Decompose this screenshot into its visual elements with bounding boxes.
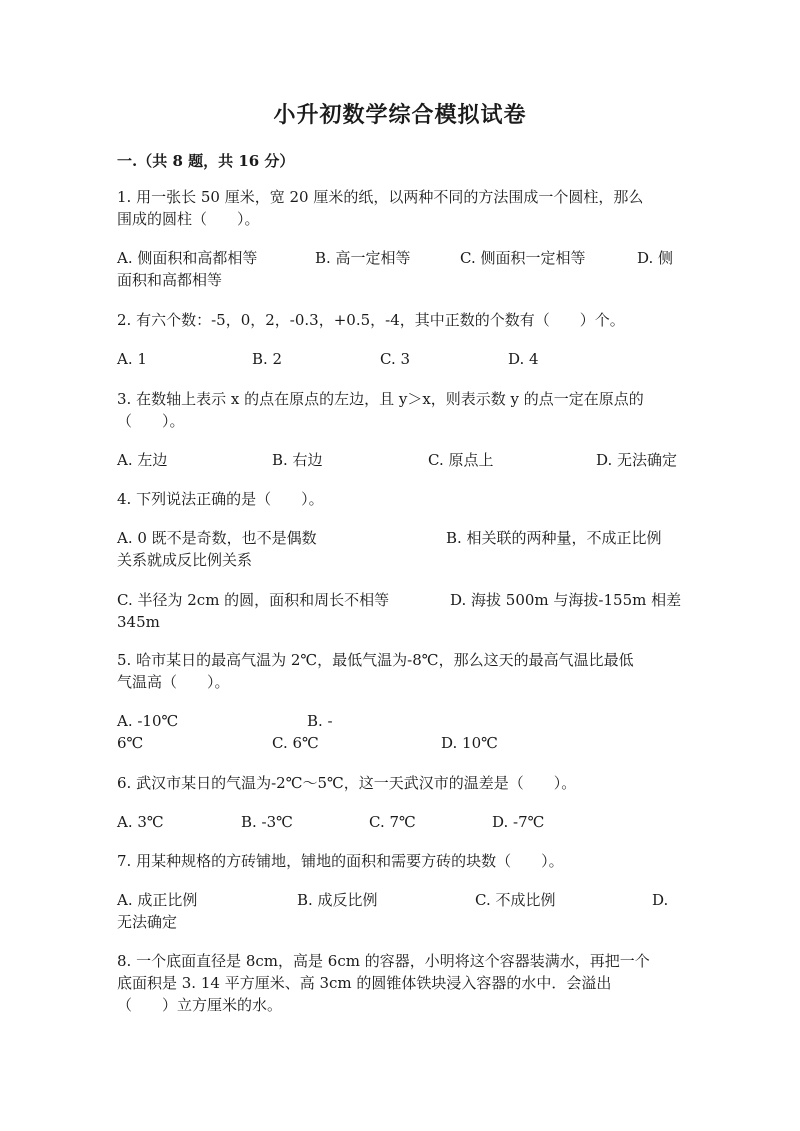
question-8 bbox=[117, 950, 677, 1016]
question-2: 2. 有六个数：-5，0，2，-0.3，+0.5，-4，其中正数的个数有（ ）个。 bbox=[117, 311, 625, 329]
question-7-option-a: A. 成正比例 bbox=[117, 891, 198, 909]
question-3-option-b: B. 右边 bbox=[272, 451, 323, 469]
question-3-option-c: C. 原点上 bbox=[428, 451, 494, 469]
question-5-option-c: C. 6℃ bbox=[272, 734, 319, 752]
question-1-option-c: C. 侧面积一定相等 bbox=[460, 249, 586, 267]
question-7-option-c: C. 不成比例 bbox=[475, 891, 556, 909]
question-4-option-a: A. 0 既不是奇数，也不是偶数 bbox=[117, 529, 317, 547]
question-2-option-a: A. 1 bbox=[117, 350, 147, 368]
question-5-option-b-continued: 6℃ bbox=[117, 734, 144, 752]
question-1-option-b: B. 高一定相等 bbox=[315, 249, 411, 267]
question-1-line-2: 围成的圆柱（ ）。 bbox=[117, 210, 260, 228]
question-5-option-a: A. -10℃ bbox=[117, 712, 179, 730]
question-4-option-c: C. 半径为 2cm 的圆，面积和周长不相等 bbox=[117, 591, 390, 609]
question-3 bbox=[117, 388, 677, 432]
question-4-option-d: D. 海拔 500m 与海拔-155m 相差 bbox=[450, 591, 682, 609]
section-heading: 一.（共 8 题，共 16 分） bbox=[117, 152, 295, 170]
question-5-line-2: 气温高（ ）。 bbox=[117, 673, 230, 691]
question-2-option-b: B. 2 bbox=[252, 350, 283, 368]
question-7-option-d: D. bbox=[652, 891, 669, 909]
question-7: 7. 用某种规格的方砖铺地，铺地的面积和需要方砖的块数（ ）。 bbox=[117, 852, 564, 870]
question-1-option-d-continued: 面积和高都相等 bbox=[117, 271, 223, 289]
question-6-option-b: B. -3℃ bbox=[241, 813, 293, 831]
question-8-line-3: （ ）立方厘米的水。 bbox=[117, 996, 283, 1014]
question-6-option-c: C. 7℃ bbox=[369, 813, 416, 831]
question-5-option-d: D. 10℃ bbox=[441, 734, 498, 752]
question-3-option-a: A. 左边 bbox=[117, 451, 168, 469]
question-6-option-a: A. 3℃ bbox=[117, 813, 164, 831]
question-5-option-b: B. - bbox=[307, 712, 333, 730]
question-7-option-b: B. 成反比例 bbox=[297, 891, 378, 909]
question-2-option-c: C. 3 bbox=[380, 350, 411, 368]
page-title: 小升初数学综合模拟试卷 bbox=[273, 102, 527, 128]
question-8-line-1: 8. 一个底面直径是 8cm，高是 6cm 的容器，小明将这个容器装满水，再把一个 bbox=[117, 952, 650, 970]
question-8-line-2: 底面积是 3. 14 平方厘米、高 3cm 的圆锥体铁块浸入容器的水中．会溢出 bbox=[117, 974, 612, 992]
question-3-line-1: 3. 在数轴上表示 x 的点在原点的左边，且 y＞x，则表示数 y 的点一定在原点的 bbox=[117, 390, 644, 408]
question-3-line-2: （ ）。 bbox=[117, 412, 185, 430]
question-6-option-d: D. -7℃ bbox=[492, 813, 545, 831]
question-4-option-b-continued: 关系就成反比例关系 bbox=[117, 551, 253, 569]
question-6: 6. 武汉市某日的气温为-2℃～5℃，这一天武汉市的温差是（ ）。 bbox=[117, 774, 577, 792]
question-1 bbox=[117, 186, 677, 230]
question-1-option-d: D. 侧 bbox=[637, 249, 674, 267]
question-4: 4. 下列说法正确的是（ ）。 bbox=[117, 490, 324, 508]
question-5 bbox=[117, 649, 677, 693]
question-1-option-a: A. 侧面积和高都相等 bbox=[117, 249, 258, 267]
question-4-option-b: B. 相关联的两种量，不成正比例 bbox=[446, 529, 662, 547]
question-3-option-d: D. 无法确定 bbox=[596, 451, 678, 469]
question-1-line-1: 1. 用一张长 50 厘米，宽 20 厘米的纸，以两种不同的方法围成一个圆柱，那么 bbox=[117, 188, 644, 206]
question-5-line-1: 5. 哈市某日的最高气温为 2℃，最低气温为-8℃，那么这天的最高气温比最低 bbox=[117, 651, 634, 669]
question-7-option-d-continued: 无法确定 bbox=[117, 913, 178, 931]
question-4-option-d-continued: 345m bbox=[117, 613, 160, 631]
question-2-option-d: D. 4 bbox=[508, 350, 539, 368]
